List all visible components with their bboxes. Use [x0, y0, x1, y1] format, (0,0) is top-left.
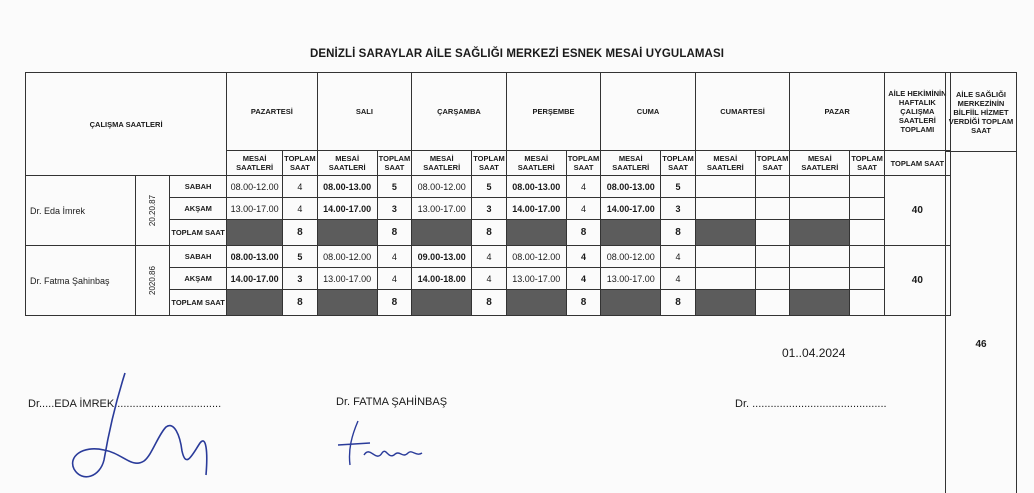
count-cell: 5: [472, 176, 507, 198]
day-total: 8: [377, 220, 412, 246]
hours-cell: 14.00-17.00: [601, 198, 661, 220]
count-cell: [850, 176, 885, 198]
shaded-cell: [601, 220, 661, 246]
shaded-cell: [506, 220, 566, 246]
hours-cell: [790, 246, 850, 268]
day-total: 8: [566, 290, 601, 316]
count-cell: 3: [283, 268, 318, 290]
schedule-table: [25, 72, 951, 316]
shaded-cell: [601, 290, 661, 316]
hours-cell: 08.00-12.00: [412, 176, 472, 198]
header-mesai: MESAİ SAATLERİ: [790, 151, 850, 176]
count-cell: 4: [566, 198, 601, 220]
hours-cell: 14.00-18.00: [412, 268, 472, 290]
hours-cell: 13.00-17.00: [412, 198, 472, 220]
total-label: TOPLAM SAAT: [170, 220, 227, 246]
shaded-cell: [227, 220, 283, 246]
count-cell: 5: [377, 176, 412, 198]
hours-cell: [695, 268, 755, 290]
header-toplam: TOPLAM SAAT: [566, 151, 601, 176]
count-cell: 4: [566, 176, 601, 198]
hours-cell: 13.00-17.00: [227, 198, 283, 220]
header-weekly-total: AİLE HEKİMİNİN HAFTALIK ÇALIŞMA SAATLERİ TOPLAMI: [884, 73, 950, 151]
hours-cell: 08.00-13.00: [227, 246, 283, 268]
header-toplam: TOPLAM SAAT: [661, 151, 696, 176]
hours-cell: 13.00-17.00: [601, 268, 661, 290]
row-label: SABAH: [170, 246, 227, 268]
header-day: SALI: [317, 73, 412, 151]
hours-cell: 09.00-13.00: [412, 246, 472, 268]
hours-cell: 14.00-17.00: [506, 198, 566, 220]
header-asm-total: AİLE SAĞLIĞI MERKEZİNİN BİLFİİL HİZMET VERDİĞİ TOPLAM SAAT: [946, 73, 1016, 152]
count-cell: 4: [661, 268, 696, 290]
asm-total-column: [945, 72, 1017, 493]
hours-cell: 08.00-13.00: [506, 176, 566, 198]
hours-cell: [695, 198, 755, 220]
day-total: 8: [472, 290, 507, 316]
shaded-cell: [695, 220, 755, 246]
hours-cell: 08.00-12.00: [317, 246, 377, 268]
header-day: PAZAR: [790, 73, 885, 151]
header-mesai: MESAİ SAATLERİ: [695, 151, 755, 176]
shaded-cell: [506, 290, 566, 316]
doctor-code: 20.20.87: [136, 176, 170, 246]
header-day: ÇARŞAMBA: [412, 73, 507, 151]
count-cell: 3: [377, 198, 412, 220]
count-cell: [755, 246, 790, 268]
weekly-total: 40: [884, 246, 950, 316]
count-cell: 4: [661, 246, 696, 268]
day-total: [755, 290, 790, 316]
handwritten-signature-left: [60, 365, 220, 488]
doctor-name: Dr. Eda İmrek: [26, 176, 136, 246]
doctor-code: 2020.86: [136, 246, 170, 316]
document-title: DENİZLİ SARAYLAR AİLE SAĞLIĞI MERKEZİ ESNEK MESAİ UYGULAMASI: [309, 48, 725, 60]
header-mesai: MESAİ SAATLERİ: [601, 151, 661, 176]
header-calisma-saatleri: ÇALIŞMA SAATLERİ: [26, 73, 227, 176]
header-toplam: TOPLAM SAAT: [755, 151, 790, 176]
count-cell: 3: [472, 198, 507, 220]
header-day: PAZARTESİ: [227, 73, 318, 151]
header-toplam: TOPLAM SAAT: [377, 151, 412, 176]
hours-cell: 14.00-17.00: [227, 268, 283, 290]
hours-cell: 08.00-13.00: [317, 176, 377, 198]
shaded-cell: [790, 220, 850, 246]
hours-cell: [790, 176, 850, 198]
row-label: AKŞAM: [170, 268, 227, 290]
signature-line-middle: Dr. FATMA ŞAHİNBAŞ: [336, 396, 448, 408]
header-day: CUMARTESİ: [695, 73, 790, 151]
count-cell: [850, 268, 885, 290]
count-cell: 3: [661, 198, 696, 220]
header-day: PERŞEMBE: [506, 73, 601, 151]
hours-cell: 13.00-17.00: [317, 268, 377, 290]
signature-line-left: Dr.....EDA İMREK...................................: [28, 398, 222, 410]
count-cell: [755, 198, 790, 220]
hours-cell: 08.00-12.00: [601, 246, 661, 268]
day-total: 8: [472, 220, 507, 246]
handwritten-signature-middle: [330, 415, 440, 475]
header-toplam: TOPLAM SAAT: [850, 151, 885, 176]
day-total: [755, 220, 790, 246]
hours-cell: [790, 198, 850, 220]
hours-cell: 14.00-17.00: [317, 198, 377, 220]
hours-cell: [695, 246, 755, 268]
count-cell: 4: [472, 268, 507, 290]
day-total: 8: [661, 220, 696, 246]
shaded-cell: [412, 220, 472, 246]
shaded-cell: [317, 290, 377, 316]
shaded-cell: [695, 290, 755, 316]
count-cell: [755, 176, 790, 198]
hours-cell: 13.00-17.00: [506, 268, 566, 290]
day-total: 8: [283, 290, 318, 316]
hours-cell: 08.00-12.00: [227, 176, 283, 198]
hours-cell: 08.00-12.00: [506, 246, 566, 268]
hours-cell: [790, 268, 850, 290]
shaded-cell: [412, 290, 472, 316]
count-cell: [850, 246, 885, 268]
weekly-total: 40: [884, 176, 950, 246]
count-cell: 4: [283, 198, 318, 220]
doctor-name: Dr. Fatma Şahinbaş: [26, 246, 136, 316]
header-toplam: TOPLAM SAAT: [472, 151, 507, 176]
count-cell: 4: [566, 246, 601, 268]
hours-cell: [695, 176, 755, 198]
shaded-cell: [317, 220, 377, 246]
day-total: 8: [661, 290, 696, 316]
day-total: 8: [377, 290, 412, 316]
header-mesai: MESAİ SAATLERİ: [412, 151, 472, 176]
row-label: SABAH: [170, 176, 227, 198]
count-cell: [755, 268, 790, 290]
count-cell: [850, 198, 885, 220]
header-toplam: TOPLAM SAAT: [283, 151, 318, 176]
count-cell: 4: [472, 246, 507, 268]
count-cell: 4: [377, 246, 412, 268]
header-mesai: MESAİ SAATLERİ: [506, 151, 566, 176]
header-day: CUMA: [601, 73, 696, 151]
count-cell: 4: [283, 176, 318, 198]
day-total: 8: [283, 220, 318, 246]
asm-total-value: 46: [975, 339, 987, 350]
count-cell: 4: [566, 268, 601, 290]
header-mesai: MESAİ SAATLERİ: [227, 151, 283, 176]
hours-cell: 08.00-13.00: [601, 176, 661, 198]
document-date: 01..04.2024: [782, 346, 846, 360]
header-toplam-saat: TOPLAM SAAT: [884, 151, 950, 176]
count-cell: 4: [377, 268, 412, 290]
total-label: TOPLAM SAAT: [170, 290, 227, 316]
signature-line-right: Dr. ............................................: [735, 398, 887, 410]
shaded-cell: [790, 290, 850, 316]
header-mesai: MESAİ SAATLERİ: [317, 151, 377, 176]
row-label: AKŞAM: [170, 198, 227, 220]
count-cell: 5: [283, 246, 318, 268]
day-total: 8: [566, 220, 601, 246]
shaded-cell: [227, 290, 283, 316]
count-cell: 5: [661, 176, 696, 198]
day-total: [850, 220, 885, 246]
day-total: [850, 290, 885, 316]
